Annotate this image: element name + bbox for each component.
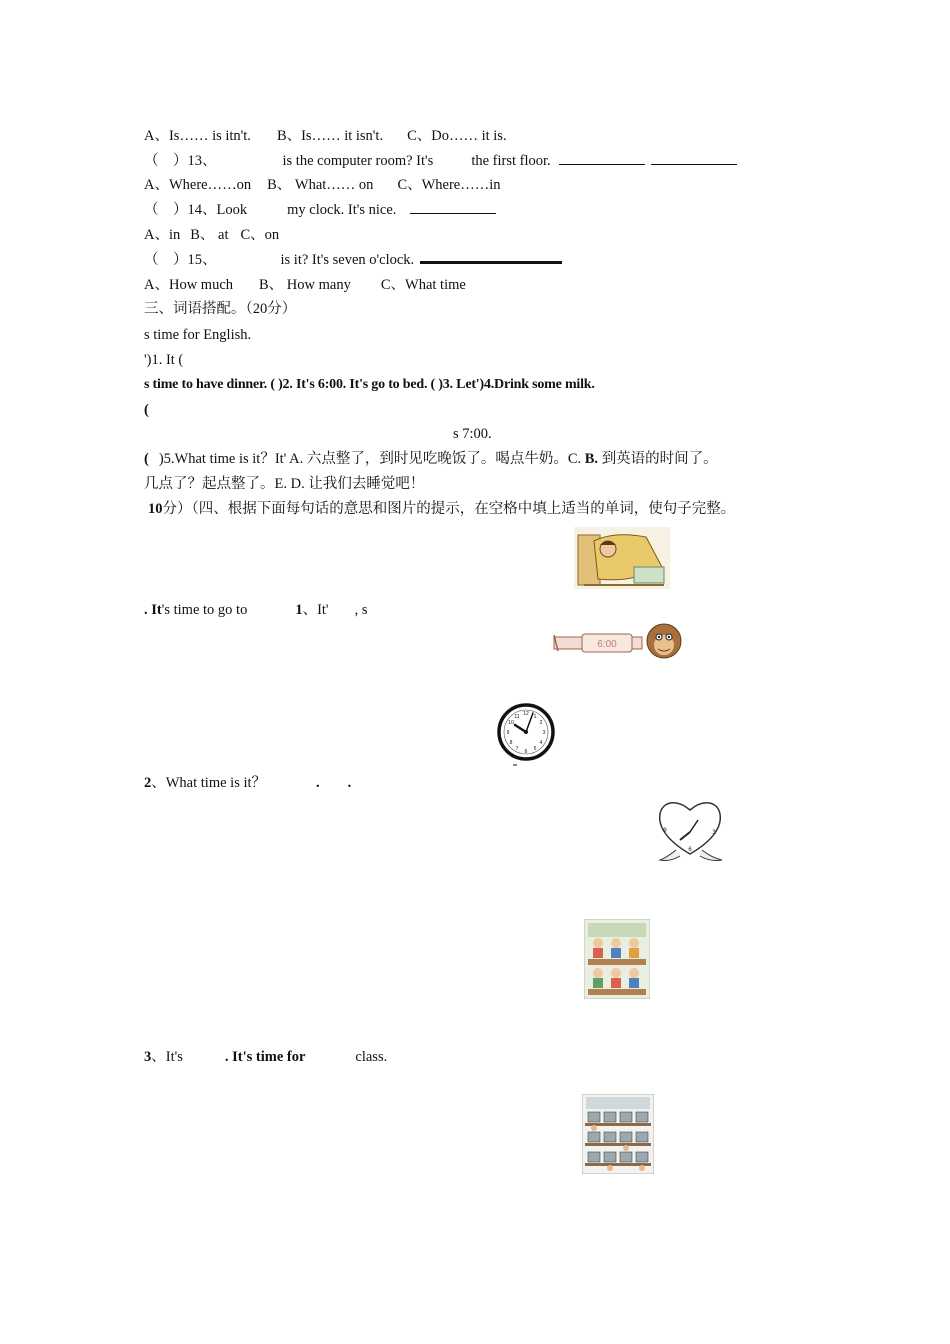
sentence-1-part-b: 's time to go to [161,602,248,618]
q14-options-row [144,226,279,244]
q15-option-a: A、How much [144,277,234,293]
svg-text:5: 5 [533,746,537,752]
q13-options-row [144,176,501,194]
q14-number: （ ）14、Look [144,202,248,218]
q13-text-b: the first floor. [471,153,551,169]
svg-text:1: 1 [533,714,537,720]
svg-text:3: 3 [712,830,716,836]
q14-option-b: B、 at [190,227,229,243]
q15-text-a: is it? It's seven o'clock. [280,252,415,268]
sentence-2-number: 2 [144,775,152,791]
q14-option-a: A、in [144,227,181,243]
section-3-line-6-end: 到英语的时间了。 [598,451,718,467]
sentence-3-number: 3 [144,1049,152,1065]
sentence-3-part-c: class. [355,1049,388,1065]
monkey-watch-picture [552,621,686,661]
sentence-2 [144,774,351,792]
svg-text:2: 2 [539,720,543,726]
q13-option-c: C、Where……in [397,177,501,193]
bed-picture [574,527,670,589]
q14-answer-blank[interactable] [410,212,496,214]
sentence-1-part-c: 、It' [302,602,329,618]
svg-text:10: 10 [508,720,514,726]
q13-option-a: A、Where……on [144,177,252,193]
q13-number: （ ）13、 [144,153,217,169]
sentence-3 [144,1048,387,1066]
computer-room-picture [582,1094,654,1174]
section-3-heading: 三、词语搭配。（20分） [144,301,297,317]
section-3-line-7: 几点了？起点整了。E. D. 让我们去睡觉吧！ [144,476,425,492]
sentence-1-part-d: , s [354,602,368,618]
section-4-heading-text: 分）（四、根据下面每句话的意思和图片的提示，在空格中填上适当的单词，使句子完整。 [162,501,736,517]
section-3-line-3: s time to have dinner. ( )2. It's 6:00. It's go to bed. ( )3. Let')4.Drink some milk. [144,377,595,392]
q15-options-row [144,276,466,294]
q12-options-row [144,127,507,145]
section-3-paren: ( [144,451,149,467]
sentence-2-dot-1: . [316,775,320,791]
question-15 [144,251,562,269]
svg-text:8: 8 [509,740,513,746]
heart-clock-picture [656,796,724,866]
svg-text:9: 9 [663,828,667,834]
sentence-3-part-b: . It's time for [224,1049,306,1065]
section-4-score: 10 [148,501,163,517]
question-14 [144,201,496,219]
svg-text:11: 11 [514,714,520,720]
watch-time-text: 6:00 [597,639,617,650]
section-4-heading [148,500,735,518]
question-13 [144,152,737,170]
section-3-option-b-label: B. [584,451,599,467]
section-3-line-4: ( [144,402,149,418]
q15-number: （ ）15、 [144,252,217,268]
sentence-1 [144,601,367,619]
q13-answer-blank-1[interactable] [559,163,645,165]
q14-option-c: C、on [240,227,280,243]
section-3-line-6 [144,450,718,468]
q13-answer-blank-2[interactable] [651,163,737,165]
q13-option-b: B、 What…… on [267,177,374,193]
q12-option-b: B、Is…… it isn't. [276,128,384,144]
sentence-2-dot-2: . [347,775,352,791]
svg-text:4: 4 [539,740,543,746]
wall-clock-picture [495,699,561,767]
svg-text:12: 12 [523,711,529,717]
svg-text:6: 6 [688,847,692,853]
q14-text-a: my clock. It's nice. [287,202,397,218]
q12-option-c: C、Do…… it is. [407,128,507,144]
sentence-3-part-a: 、It's [151,1049,183,1065]
q15-answer-blank[interactable] [420,260,562,264]
svg-text:6: 6 [524,749,528,755]
svg-text:9: 9 [506,730,510,736]
q13-text-a: is the computer room? It's [282,153,434,169]
lunch-picture [584,919,650,999]
section-3-line-5: s 7:00. [453,426,492,442]
section-3-line-2: ')1. It ( [144,352,184,368]
sentence-1-number: 1 [295,602,303,618]
q12-option-a: A、Is…… is itn't. [144,128,251,144]
section-3-line-1: s time for English. [144,327,252,343]
q15-option-c: C、What time [380,277,466,293]
svg-text:3: 3 [542,730,546,736]
svg-text:7: 7 [515,746,519,752]
section-3-line-6-text: )5.What time is it？It' A. 六点整了，到时见吃晚饭了。喝点牛奶。C. [158,451,585,467]
sentence-1-part-a: . It [144,602,162,618]
q15-option-b: B、 How many [259,277,351,293]
sentence-2-question: 、What time is it？ [151,775,267,791]
